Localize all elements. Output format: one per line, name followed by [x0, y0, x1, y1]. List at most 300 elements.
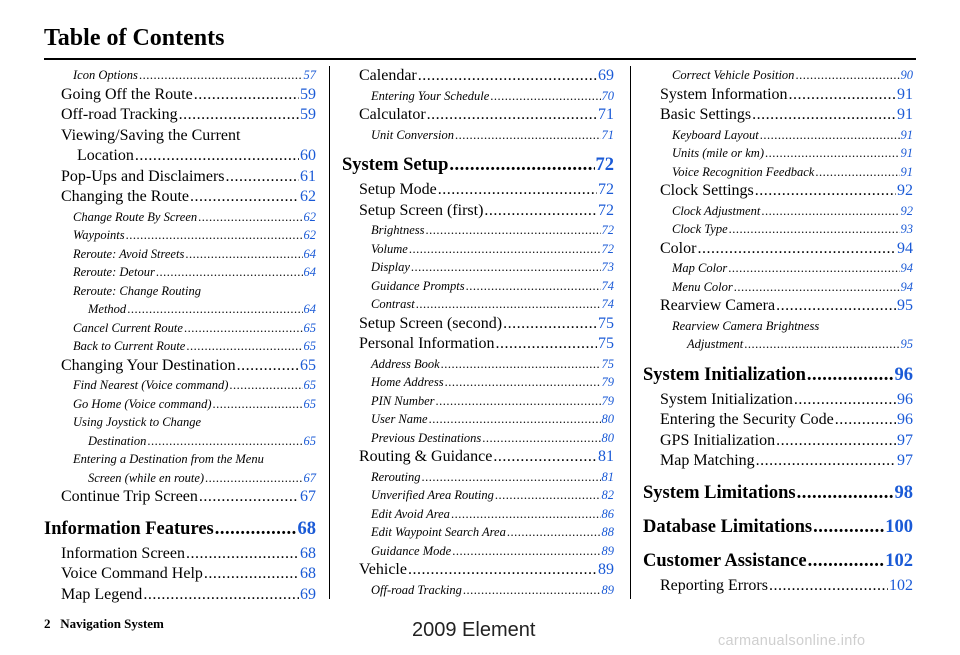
toc-subentry[interactable] — [342, 373, 614, 392]
toc-entry[interactable] — [342, 180, 614, 201]
page-number-link[interactable]: 75 — [598, 335, 614, 352]
toc-subentry[interactable] — [342, 277, 614, 296]
leader-dots — [490, 87, 600, 106]
page-number-link[interactable]: 89 — [601, 543, 614, 558]
toc-entry-title: Basic Settings — [660, 106, 752, 123]
toc-subentry[interactable] — [44, 245, 316, 264]
toc-entry-title: Contrast — [371, 297, 415, 311]
page-number-link[interactable]: 71 — [598, 106, 614, 123]
page-number-link[interactable]: 67 — [300, 488, 316, 505]
page-number-link[interactable]: 62 — [303, 209, 316, 224]
page-number-link[interactable]: 68 — [297, 518, 316, 539]
page-number-link[interactable]: 89 — [601, 582, 614, 597]
toc-entry-title: Brightness — [371, 223, 425, 237]
toc-entry-title: Database Limitations — [643, 516, 813, 537]
toc-entry-title: Guidance Mode — [371, 543, 452, 558]
toc-subentry[interactable] — [643, 144, 913, 163]
footer-model: 2009 Element — [412, 619, 536, 641]
leader-dots — [226, 167, 299, 188]
page-number-link[interactable]: 64 — [303, 302, 316, 316]
toc-entry-title: Menu Color — [672, 279, 733, 294]
page-number-link[interactable]: 71 — [601, 127, 614, 142]
leader-dots — [194, 85, 299, 106]
toc-entry-title: Vehicle — [359, 561, 407, 578]
leader-dots — [408, 560, 597, 581]
page-number-link[interactable]: 75 — [601, 356, 614, 371]
toc-entry-title: Volume — [371, 241, 408, 256]
leader-dots — [761, 202, 899, 221]
page-number-link[interactable]: 79 — [601, 393, 614, 408]
toc-entry-title: User Name — [371, 412, 428, 426]
toc-entry-title: Go Home (Voice command) — [73, 396, 212, 411]
toc-entry[interactable] — [643, 576, 913, 597]
toc-subentry[interactable] — [342, 221, 614, 240]
toc-column-2 — [342, 66, 614, 599]
page-number-link[interactable]: 69 — [300, 585, 316, 603]
toc-subentry[interactable] — [44, 450, 316, 487]
toc-entry[interactable] — [342, 447, 614, 468]
toc-entry-title: Reroute: Change Routing — [73, 283, 201, 298]
toc-subentry[interactable] — [44, 263, 316, 282]
toc-entry-title: Changing Your Destination — [61, 356, 236, 374]
leader-dots — [466, 277, 601, 296]
page-number-link[interactable]: 57 — [303, 68, 316, 82]
toc-entry-title: Change Route By Screen — [73, 209, 198, 224]
leader-dots — [455, 126, 601, 145]
page-number-link[interactable]: 65 — [300, 356, 316, 374]
leader-dots — [229, 376, 302, 395]
toc-subentry[interactable] — [342, 523, 614, 542]
page-number-link[interactable]: 92 — [900, 203, 913, 218]
leader-dots — [147, 432, 302, 451]
toc-entry-title-cont: Destination — [88, 433, 147, 448]
leader-dots — [835, 410, 896, 431]
toc-entry-title: Correct Vehicle Position — [672, 68, 795, 82]
leader-dots — [797, 480, 894, 506]
leader-dots — [752, 105, 896, 126]
footer-page-number: 2 — [44, 616, 51, 631]
toc-entry[interactable] — [643, 85, 913, 106]
toc-subentry[interactable] — [44, 319, 316, 338]
page-number-link[interactable]: 68 — [300, 544, 316, 562]
page-number-link[interactable]: 60 — [300, 147, 316, 164]
toc-entry[interactable] — [44, 356, 316, 377]
toc-entry[interactable] — [643, 105, 913, 126]
page-number-link[interactable]: 94 — [897, 239, 913, 257]
toc-section-entry[interactable] — [643, 548, 913, 574]
leader-dots — [198, 208, 302, 227]
toc-entry-title: Icon Options — [73, 68, 138, 82]
toc-entry-title: Unverified Area Routing — [371, 488, 494, 502]
leader-dots — [789, 85, 896, 106]
toc-entry-title-cont: Adjustment — [687, 337, 744, 351]
toc-entry[interactable] — [342, 334, 614, 355]
leader-dots — [449, 152, 594, 178]
toc-entry[interactable] — [643, 296, 913, 317]
toc-entry-title: System Information — [660, 85, 788, 103]
leader-dots — [429, 410, 601, 429]
page-number-link[interactable]: 75 — [598, 314, 614, 332]
toc-entry-title: System Setup — [342, 155, 449, 175]
page-number-link[interactable]: 98 — [894, 482, 913, 503]
leader-dots — [438, 180, 597, 201]
page-number-link[interactable]: 59 — [300, 85, 316, 103]
title-rule — [44, 58, 916, 60]
leader-dots — [760, 126, 900, 145]
leader-dots — [204, 564, 299, 585]
page-number-link[interactable]: 64 — [303, 265, 316, 279]
leader-dots — [756, 451, 896, 472]
leader-dots — [436, 392, 601, 411]
toc-subentry[interactable] — [342, 468, 614, 487]
leader-dots — [135, 146, 299, 167]
toc-subentry[interactable] — [643, 202, 913, 221]
toc-subentry[interactable] — [342, 581, 614, 600]
leader-dots — [808, 548, 885, 574]
toc-entry-title: Unit Conversion — [371, 127, 454, 142]
toc-entry[interactable] — [643, 181, 913, 202]
footer-section-title: Navigation System — [60, 616, 164, 631]
leader-dots — [215, 516, 297, 542]
toc-entry[interactable] — [44, 487, 316, 508]
page-number-link[interactable]: 74 — [601, 297, 614, 311]
toc-subentry[interactable] — [342, 355, 614, 374]
toc-subentry[interactable] — [44, 208, 316, 227]
page-number-link[interactable]: 95 — [900, 337, 913, 351]
toc-subentry[interactable] — [342, 542, 614, 561]
page-number-link[interactable]: 102 — [889, 576, 913, 594]
page-number-link[interactable]: 65 — [303, 339, 316, 353]
toc-entry-title: Address Book — [371, 356, 440, 371]
leader-dots — [697, 239, 896, 260]
toc-entry-title: Back to Current Route — [73, 339, 186, 353]
toc-subentry[interactable] — [643, 278, 913, 297]
leader-dots — [127, 300, 302, 319]
toc-entry[interactable] — [643, 431, 913, 452]
toc-entry-title: Map Matching — [660, 452, 755, 469]
leader-dots — [143, 585, 299, 606]
leader-dots — [755, 181, 896, 202]
page-number-link[interactable]: 72 — [598, 201, 614, 219]
toc-entry-title: Map Legend — [61, 585, 143, 603]
toc-entry-title: Cancel Current Route — [73, 320, 183, 335]
toc-subentry[interactable] — [342, 429, 614, 448]
leader-dots — [139, 66, 303, 85]
page-number-link[interactable]: 97 — [897, 452, 913, 469]
leader-dots — [813, 514, 884, 540]
toc-subentry[interactable] — [342, 258, 614, 277]
page-number-link[interactable]: 95 — [897, 297, 913, 314]
toc-entry-title-cont: Location — [77, 147, 134, 164]
toc-entry-title: Entering Your Schedule — [371, 88, 490, 103]
page-number-link[interactable]: 69 — [598, 67, 614, 84]
leader-dots — [418, 66, 597, 87]
page-number-link[interactable]: 89 — [598, 561, 614, 578]
leader-dots — [503, 314, 597, 335]
toc-entry[interactable] — [44, 85, 316, 106]
toc-entry[interactable] — [342, 560, 614, 581]
leader-dots — [190, 187, 299, 208]
toc-subentry[interactable] — [342, 410, 614, 429]
leader-dots — [493, 447, 597, 468]
leader-dots — [156, 263, 303, 282]
toc-entry-title: Reporting Errors — [660, 576, 768, 594]
leader-dots — [425, 221, 600, 240]
page-number-link[interactable]: 81 — [598, 448, 614, 465]
toc-subentry[interactable] — [342, 87, 614, 106]
leader-dots — [185, 245, 302, 264]
toc-entry[interactable] — [342, 66, 614, 87]
leader-dots — [776, 296, 896, 317]
toc-subentry[interactable] — [44, 337, 316, 356]
toc-entry-title: Entering the Security Code — [660, 411, 834, 428]
toc-subentry[interactable] — [643, 126, 913, 145]
page-title: Table of Contents — [44, 25, 225, 51]
toc-entry-title: Clock Type — [672, 222, 728, 236]
page-number-link[interactable]: 65 — [303, 396, 316, 411]
page-number-link[interactable]: 96 — [894, 364, 913, 385]
toc-subentry[interactable] — [342, 240, 614, 259]
leader-dots — [744, 335, 899, 354]
leader-dots — [422, 468, 601, 487]
page-number-link[interactable]: 100 — [885, 516, 913, 537]
toc-entry-title: Find Nearest (Voice command) — [73, 378, 229, 392]
toc-entry-title: Reroute: Avoid Streets — [73, 246, 185, 261]
toc-subentry[interactable] — [44, 226, 316, 245]
toc-entry-title: GPS Initialization — [660, 431, 776, 449]
toc-entry[interactable] — [643, 390, 913, 411]
page-number-link[interactable]: 65 — [303, 378, 316, 392]
toc-entry-title: Clock Adjustment — [672, 203, 761, 218]
leader-dots — [452, 542, 600, 561]
toc-column-3 — [643, 66, 913, 596]
page-number-link[interactable]: 65 — [303, 320, 316, 335]
toc-subentry[interactable] — [342, 126, 614, 145]
toc-entry-title: PIN Number — [371, 393, 435, 408]
watermark: carmanualsonline.info — [718, 633, 866, 649]
leader-dots — [507, 523, 601, 542]
page-number-link[interactable]: 72 — [601, 241, 614, 256]
toc-entry-title: Off-road Tracking — [371, 582, 462, 597]
toc-entry-title: Information Screen — [61, 544, 185, 562]
toc-entry[interactable] — [44, 126, 316, 167]
leader-dots — [484, 201, 597, 222]
page-number-link[interactable]: 92 — [897, 182, 913, 199]
toc-entry-title: Rearview Camera — [660, 297, 776, 314]
toc-entry-title: Voice Recognition Feedback — [672, 164, 815, 179]
leader-dots — [445, 373, 601, 392]
page-number-link[interactable]: 80 — [601, 412, 614, 426]
page-number-link[interactable]: 93 — [900, 222, 913, 236]
page-number-link[interactable]: 73 — [601, 260, 614, 274]
toc-subentry[interactable] — [44, 376, 316, 395]
page-number-link[interactable]: 61 — [300, 167, 316, 185]
leader-dots — [729, 220, 900, 239]
toc-entry-title-cont: Method — [88, 302, 127, 316]
toc-entry[interactable] — [643, 451, 913, 472]
toc-entry-title: Personal Information — [359, 335, 495, 352]
toc-entry-title: Customer Assistance — [643, 550, 807, 571]
page-number-link[interactable]: 96 — [897, 411, 913, 428]
page-number-link[interactable]: 94 — [900, 261, 913, 275]
page-number-link[interactable]: 70 — [601, 88, 614, 103]
toc-subentry[interactable] — [44, 282, 316, 319]
toc-subentry[interactable] — [643, 259, 913, 278]
toc-entry-title: Off-road Tracking — [61, 106, 178, 123]
leader-dots — [186, 337, 302, 356]
toc-entry-title: System Limitations — [643, 482, 796, 503]
toc-subentry[interactable] — [44, 395, 316, 414]
toc-entry[interactable] — [342, 201, 614, 222]
toc-entry[interactable] — [44, 585, 316, 606]
toc-section-entry[interactable] — [643, 480, 913, 506]
leader-dots — [199, 487, 299, 508]
page-number-link[interactable]: 74 — [601, 278, 614, 293]
toc-entry[interactable] — [342, 314, 614, 335]
page-number-link[interactable]: 65 — [303, 433, 316, 448]
leader-dots — [463, 581, 601, 600]
page-number-link[interactable]: 88 — [601, 525, 614, 539]
page-number-link[interactable]: 102 — [885, 550, 913, 571]
toc-subentry[interactable] — [643, 163, 913, 182]
leader-dots — [795, 66, 899, 85]
toc-entry-title: Calendar — [359, 67, 417, 84]
toc-column-1 — [44, 66, 316, 605]
page-number-link[interactable]: 64 — [303, 246, 316, 261]
leader-dots — [213, 395, 303, 414]
page-number-link[interactable]: 91 — [897, 106, 913, 123]
footer-page-info — [44, 616, 164, 632]
toc-entry-title: Keyboard Layout — [672, 127, 759, 142]
page-number-link[interactable]: 80 — [601, 430, 614, 445]
toc-entry[interactable] — [643, 410, 913, 431]
page-number-link[interactable]: 86 — [601, 506, 614, 521]
toc-entry-title: Waypoints — [73, 228, 125, 242]
toc-entry[interactable] — [44, 544, 316, 565]
leader-dots — [807, 362, 894, 388]
page-number-link[interactable]: 96 — [897, 390, 913, 408]
column-divider — [630, 66, 631, 599]
toc-section-entry[interactable] — [44, 516, 316, 542]
leader-dots — [416, 295, 601, 314]
toc-entry-title: Previous Destinations — [371, 430, 482, 445]
page-number-link[interactable]: 91 — [900, 164, 913, 179]
toc-entry-title: Continue Trip Screen — [61, 488, 198, 505]
toc-entry-title: Going Off the Route — [61, 85, 193, 103]
page-number-link[interactable]: 67 — [303, 470, 316, 485]
page-number-link[interactable]: 90 — [900, 68, 913, 82]
leader-dots — [495, 486, 601, 505]
leader-dots — [427, 105, 597, 126]
toc-section-entry[interactable] — [342, 152, 614, 178]
toc-subentry[interactable] — [44, 66, 316, 85]
toc-entry-title: Calculator — [359, 106, 426, 123]
toc-entry-title: Viewing/Saving the Current — [61, 126, 241, 144]
leader-dots — [765, 144, 900, 163]
page-number-link[interactable]: 62 — [303, 228, 316, 242]
toc-subentry[interactable] — [342, 486, 614, 505]
toc-entry[interactable] — [342, 105, 614, 126]
toc-section-entry[interactable] — [643, 362, 913, 388]
toc-entry-title: Edit Avoid Area — [371, 506, 450, 521]
toc-entry-title: Edit Waypoint Search Area — [371, 525, 506, 539]
page-number-link[interactable]: 81 — [601, 469, 614, 484]
leader-dots — [186, 544, 299, 565]
leader-dots — [126, 226, 303, 245]
toc-subentry[interactable] — [643, 317, 913, 354]
toc-entry-title: System Initialization — [660, 390, 793, 408]
leader-dots — [409, 240, 601, 259]
toc-subentry[interactable] — [342, 392, 614, 411]
toc-subentry[interactable] — [342, 505, 614, 524]
toc-entry[interactable] — [44, 564, 316, 585]
page-number-link[interactable]: 72 — [595, 155, 614, 175]
leader-dots — [734, 278, 900, 297]
column-divider — [329, 66, 330, 599]
toc-entry-title: Entering a Destination from the Menu — [73, 452, 264, 466]
leader-dots — [237, 356, 299, 377]
toc-entry[interactable] — [643, 239, 913, 260]
page-number-link[interactable]: 91 — [900, 127, 913, 142]
leader-dots — [441, 355, 601, 374]
page-number-link[interactable]: 62 — [300, 188, 316, 205]
toc-entry-title: Changing the Route — [61, 188, 189, 205]
leader-dots — [776, 431, 896, 452]
page-number-link[interactable]: 72 — [598, 181, 614, 198]
toc-entry-title: Reroute: Detour — [73, 265, 155, 279]
page-number-link[interactable]: 97 — [897, 431, 913, 449]
toc-entry-title: Display — [371, 260, 410, 274]
leader-dots — [451, 505, 601, 524]
toc-section-entry[interactable] — [643, 514, 913, 540]
page-number-link[interactable]: 72 — [601, 223, 614, 237]
toc-subentry[interactable] — [643, 220, 913, 239]
leader-dots — [496, 334, 597, 355]
leader-dots — [769, 576, 888, 597]
leader-dots — [794, 390, 896, 411]
leader-dots — [482, 429, 600, 448]
toc-subentry[interactable] — [44, 413, 316, 450]
page-number-link[interactable]: 68 — [300, 565, 316, 582]
toc-entry-title: Setup Mode — [359, 181, 437, 198]
toc-entry-title: Units (mile or km) — [672, 146, 764, 160]
toc-entry-title: Rerouting — [371, 469, 421, 484]
leader-dots — [184, 319, 303, 338]
leader-dots — [728, 259, 899, 278]
toc-entry-title: System Initialization — [643, 364, 806, 385]
toc-entry[interactable] — [44, 105, 316, 126]
toc-entry-title: Using Joystick to Change — [73, 415, 202, 429]
toc-entry[interactable] — [44, 187, 316, 208]
toc-entry-title: Routing & Guidance — [359, 448, 493, 465]
toc-entry-title: Clock Settings — [660, 182, 754, 199]
leader-dots — [411, 258, 601, 277]
page-number-link[interactable]: 79 — [601, 375, 614, 389]
toc-subentry[interactable] — [342, 295, 614, 314]
page-number-link[interactable]: 91 — [900, 146, 913, 160]
page-number-link[interactable]: 82 — [601, 488, 614, 502]
page-number-link[interactable]: 91 — [897, 85, 913, 103]
toc-entry-title: Information Features — [44, 518, 214, 539]
toc-entry-title: Guidance Prompts — [371, 278, 465, 293]
toc-entry-title: Setup Screen (first) — [359, 201, 484, 219]
page-number-link[interactable]: 94 — [900, 279, 913, 294]
page-number-link[interactable]: 59 — [300, 106, 316, 123]
toc-entry-title-cont: Screen (while en route) — [88, 470, 205, 485]
toc-entry[interactable] — [44, 167, 316, 188]
leader-dots — [205, 469, 302, 488]
toc-subentry[interactable] — [643, 66, 913, 85]
